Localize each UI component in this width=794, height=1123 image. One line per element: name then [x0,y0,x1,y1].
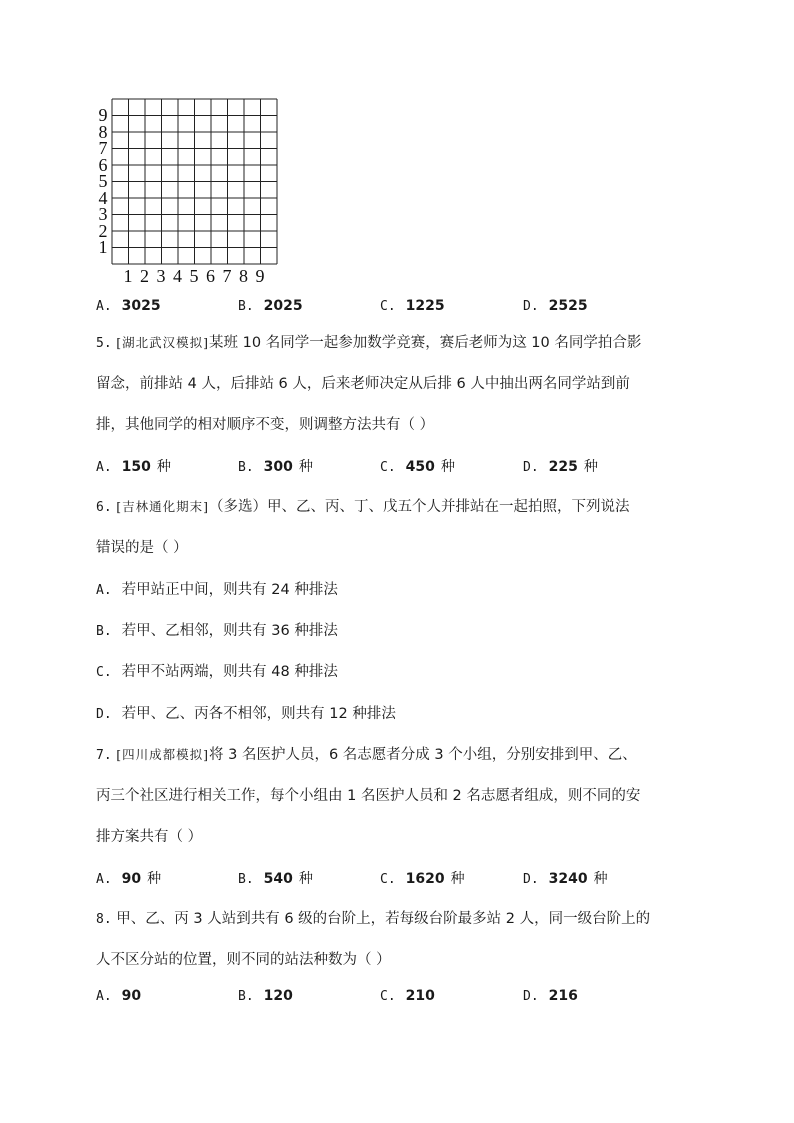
q5-option-d[interactable]: D. 225 种 [523,459,598,475]
grid-y-label: 4 [98,187,108,208]
grid-x-label: 5 [189,266,199,286]
q7-line-3: 排方案共有（ ） [96,829,203,845]
grid-y-label: 8 [98,121,108,142]
q7-options [96,868,716,888]
q4-option-a[interactable]: A. 3025 [96,298,161,314]
grid-figure [96,97,286,287]
grid-x-label: 4 [173,266,182,286]
q7-option-c[interactable]: C. 1620 种 [380,871,465,887]
grid-y-label: 3 [98,204,108,224]
grid-y-label: 6 [98,154,108,175]
q4-option-d[interactable]: D. 2525 [523,298,588,314]
q4-option-c[interactable]: C. 1225 [380,298,445,314]
q8-line-2: 人不区分站的位置，则不同的站法种数为（ ） [96,952,391,968]
grid-x-label: 7 [222,266,232,286]
q6-option-b[interactable]: B. 若甲、乙相邻，则共有 36 种排法 [96,623,338,639]
q6-option-a[interactable]: A. 若甲站正中间，则共有 24 种排法 [96,582,338,598]
grid-x-label: 2 [140,266,149,286]
q8-option-d[interactable]: D. 216 [523,988,578,1004]
q5-line-2: 留念，前排站 4 人，后排站 6 人，后来老师决定从后排 6 人中抽出两名同学站到前 [96,376,630,392]
q8-options [96,988,716,1008]
q6-option-c[interactable]: C. 若甲不站两端，则共有 48 种排法 [96,664,338,680]
q8-option-a[interactable]: A. 90 [96,988,142,1004]
grid-y-label: 1 [98,237,108,257]
q7-option-d[interactable]: D. 3240 种 [523,871,608,887]
q7-source: [四川成都模拟] [116,747,210,762]
q8-line-1: 8. 甲、乙、丙 3 人站到共有 6 级的台阶上，若每级台阶最多站 2 人，同一级台阶上的 [96,911,651,927]
grid-y-label: 5 [98,171,108,191]
q4-options [96,298,716,318]
q7-option-b[interactable]: B. 540 种 [238,871,313,887]
q7-option-a[interactable]: A. 90 种 [96,871,162,887]
q6-option-d[interactable]: D. 若甲、乙、丙各不相邻，则共有 12 种排法 [96,706,396,722]
grid-y-label: 7 [98,138,108,158]
grid-y-label: 2 [98,220,108,241]
grid-x-label: 6 [206,266,215,286]
grid-lines [96,97,286,267]
q5-option-b[interactable]: B. 300 种 [238,459,313,475]
q6-line-1: 6. [吉林通化期末]（多选）甲、乙、丙、丁、戊五个人并排站在一起拍照，下列说法 [96,499,630,515]
grid-x-label: 9 [255,266,265,286]
q8-option-c[interactable]: C. 210 [380,988,435,1004]
grid-y-label: 9 [98,105,108,125]
q5-line-3: 排，其他同学的相对顺序不变，则调整方法共有（ ） [96,417,435,433]
q7-line-2: 丙三个社区进行相关工作，每个小组由 1 名医护人员和 2 名志愿者组成，则不同的安 [96,788,641,804]
q5-option-a[interactable]: A. 150 种 [96,459,171,475]
q5-line-1: 5. [湖北武汉模拟]某班 10 名同学一起参加数学竞赛，赛后老师为这 10 名同学拍合影 [96,335,642,351]
grid-x-label: 1 [123,266,133,286]
q5-option-c[interactable]: C. 450 种 [380,459,455,475]
grid-x-label: 3 [156,266,166,286]
grid-x-label: 8 [239,266,248,286]
q5-options [96,456,716,476]
q8-option-b[interactable]: B. 120 [238,988,293,1004]
q6-line-2: 错误的是（ ） [96,540,188,556]
q5-source: [湖北武汉模拟] [116,335,210,350]
q4-option-b[interactable]: B. 2025 [238,298,303,314]
q7-line-1: 7. [四川成都模拟]将 3 名医护人员，6 名志愿者分成 3 个小组，分别安排到甲、乙、 [96,747,637,763]
q6-source: [吉林通化期末] [116,499,210,514]
